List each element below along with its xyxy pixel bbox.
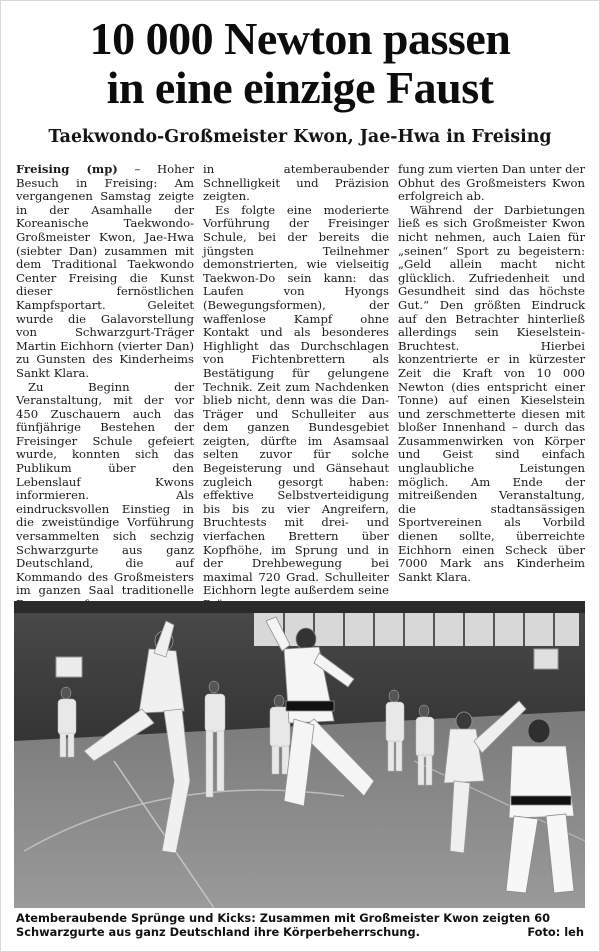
photo-credit: Foto: leh: [527, 925, 584, 939]
paragraph-text: – Hoher Besuch in Freising: Am vergangenen Samstag zeigte in der Asamhalle der Koreanische Taekwondo-Großmeister Kwon, Jae-Hwa (siebter Dan) zusammen mit dem Traditional Taekwondo Center Freising die Kunst dieser fernöstlichen Kampfsportart. Geleitet wurde die Galavorstellung von Schwarzgurt-Träger Martin Eichhorn (vierter Dan) zu Gunsten des Kinderheims Sankt Klara.: [16, 162, 194, 380]
article-column-1: [16, 163, 194, 599]
article-column-2: [203, 163, 389, 599]
paragraph: in atemberaubender Schnelligkeit und Präzision zeigten.: [203, 162, 389, 204]
paragraph: [16, 163, 194, 381]
paragraph: fung zum vierten Dan unter der Obhut des Großmeisters Kwon erfolgreich ab.: [398, 162, 585, 204]
headline-line-1: 10 000 Newton passen: [89, 13, 511, 64]
headline: [0, 14, 600, 112]
paragraph: Zu Beginn der Veranstaltung, mit der vor 450 Zuschauern auch das fünfjährige Bestehen der Freisinger Schule gefeiert wurde, konnten sich das Publikum über den Lebenslauf Kwons informieren. Als eindrucksvollen Einstieg in die zweistündige Vorführung versammelten sich sechzig Schwarzgurte aus ganz Deutschland, die auf Kommando des Großmeisters im ganzen Saal traditionelle: [16, 379, 194, 598]
headline-line-2: in eine einzige Faust: [106, 62, 494, 113]
gym-photo-illustration: [14, 601, 585, 908]
paragraph: Es folgte eine moderierte Vorführung der Freisinger Schule, bei der bereits die jüngsten Teilnehmer demonstrierten, wie vielseitig Taekwon-Do sein kann: das Laufen von Hyongs (Bewegungsformen), der waffenlose Kampf ohne Kontakt und als besonderes Highlight das Durchschlagen von Fichtenbrettern als Bestätigung für gelungene Technik. Zeit zum Nachdenken blieb nicht, denn was die Dan-Träger und Schulleiter aus dem ganzen Bundesgebiet zeigten, dürfte im Asamsaal selten zuvor für solche Begeisterung und Gänsehaut zugleich gesorgt haben: effektive Selbstverteidigung bis bis zu vier Angreifern, Bruchtests mit drei- und vierfachen Brettern über Kopfhöhe, im Sprung und in der Drehbewegung bei maximal 720 Grad. Schulleiter Eichhorn legte außerdem seine: [203, 202, 389, 598]
paragraph: Während der Darbietungen ließ es sich Großmeister Kwon nicht nehmen, auch Laien für „seinen“ Sport zu begeistern: „Geld allein macht nicht glücklich. Zufriedenheit und Gesundheit sind das höchste Gut.“ Den größten Eindruck auf den Betrachter hinterließ allerdings sein Kieselstein-Bruchtest. Hierbei konzentrierte er in kürzester Zeit die Kraft von 10 000 Newton (dies entspricht einer Tonne) auf einen Kieselstein und zerschmetterte diesen mit bloßer Innenhand – durch das Zusammenwirken von Körper und Geist sind einfach unglaubliche Leistungen möglich. Am Ende der mitreißenden Veranstaltung, die stadtansässigen Sportvereinen als Vorbild dienen sollte, überreichte Eichhorn einen Scheck über 7000 Mark ans Kinderheim Sankt Klara.: [398, 202, 585, 584]
article-photo: [14, 601, 585, 908]
dateline: Freising (mp): [16, 162, 118, 176]
photo-caption: Atemberaubende Sprünge und Kicks: Zusammen mit Großmeister Kwon zeigten 60 Schwarzgurte aus ganz Deutschland ihre Körperbeherrschung.: [16, 911, 551, 939]
article-column-3: [398, 163, 585, 599]
subheadline: Taekwondo-Großmeister Kwon, Jae-Hwa in Freising: [48, 127, 552, 147]
